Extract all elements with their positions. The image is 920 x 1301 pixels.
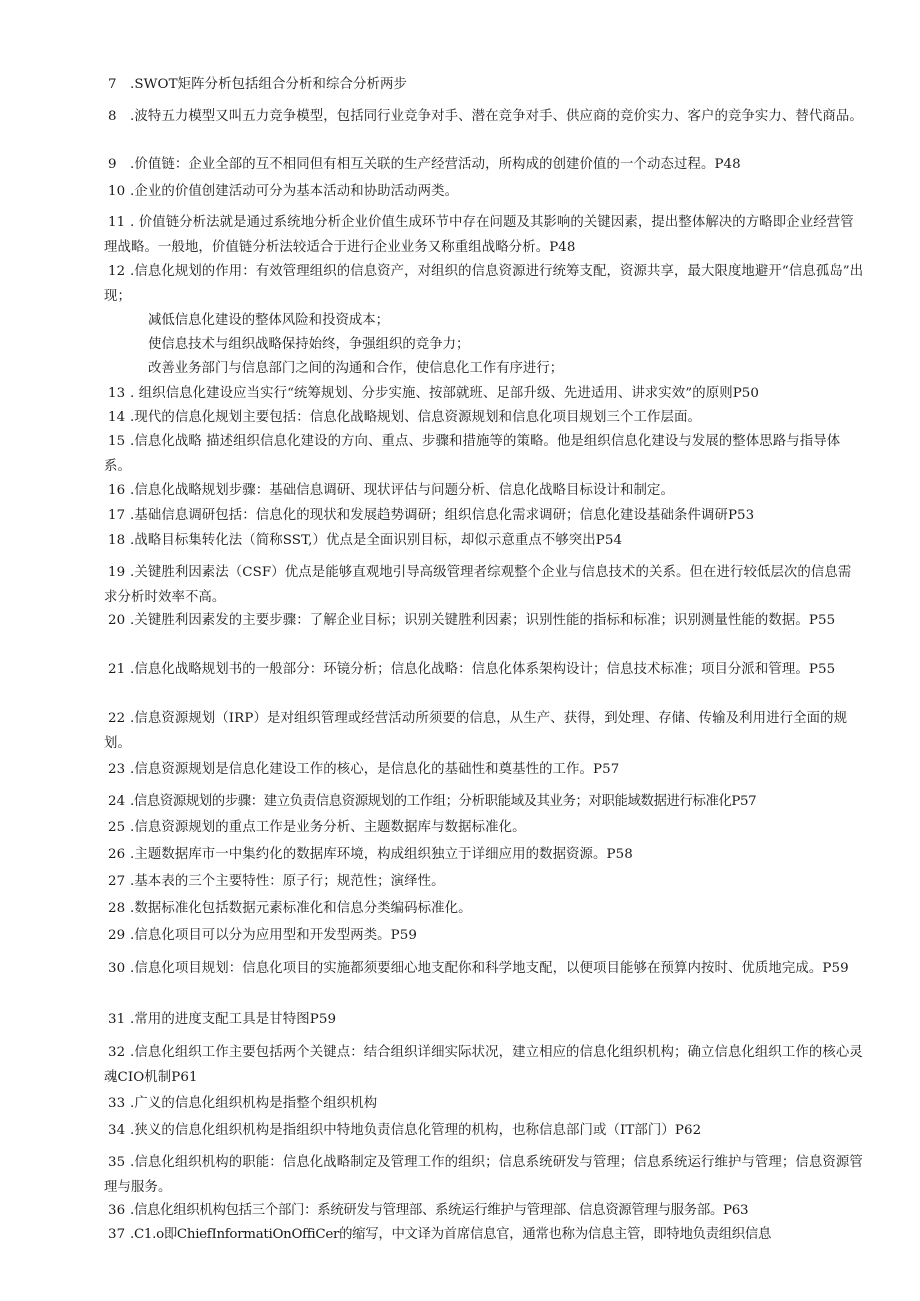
item-number: 28: [108, 901, 126, 916]
list-item: [104, 1040, 864, 1090]
item-number: 32: [108, 1045, 126, 1060]
item-number: 12: [108, 264, 126, 279]
item-number: 11: [108, 215, 126, 230]
item-number: 34: [108, 1123, 126, 1138]
item-text: .波特五力模型又叫五力竞争模型，包括同行业竞争对手、潜在竞争对手、供应商的竞价实力、客户的竞争实力、替代商品。: [130, 109, 863, 124]
item-text: .信息资源规划的重点工作是业务分析、主题数据库与数据标准化。: [130, 820, 526, 835]
list-item: [104, 179, 864, 204]
item-number: 19: [108, 565, 126, 580]
list-item: [104, 1118, 864, 1143]
item-number: 8: [108, 109, 117, 124]
item-number: 30: [108, 961, 126, 976]
list-item: [104, 706, 864, 756]
item-text: .信息化规划的作用：有效管理组织的信息资产，对组织的信息资源进行统筹支配，资源共享，最大限度地避开“信息孤岛”出现；: [104, 264, 864, 304]
list-item: [104, 560, 864, 610]
item-text: . 组织信息化建设应当实行“统筹规划、分步实施、按部就班、足部升级、先进适用、讲求实效”的原则P50: [130, 386, 760, 401]
item-text: .关键胜利因素发的主要步骤：了解企业目标；识别关键胜利因素；识别性能的指标和标准；识别测量性能的数据。P55: [130, 613, 836, 628]
item-number: 33: [108, 1096, 126, 1111]
item-number: 20: [108, 613, 126, 628]
item-number: 21: [108, 662, 126, 677]
item-number: 26: [108, 847, 126, 862]
list-item: [104, 104, 864, 129]
list-item: [104, 503, 864, 528]
item-number: 29: [108, 928, 126, 943]
list-item: [104, 381, 864, 406]
list-item: [104, 869, 864, 894]
sub-item: 减低信息化建设的整体风险和投资成本；: [148, 313, 390, 328]
list-item: [104, 528, 864, 553]
item-number: 23: [108, 762, 126, 777]
list-item: [104, 429, 864, 479]
item-number: 16: [108, 483, 126, 498]
list-item: [104, 478, 864, 503]
list-item: [104, 608, 864, 633]
item-text: .基础信息调研包括：信息化的现状和发展趋势调研；组织信息化需求调研；信息化建设基础条件调研P53: [130, 508, 755, 523]
sub-item: 使信息技术与组织战略保持始终，争强组织的竞争力；: [148, 337, 470, 352]
item-text: .信息化战略规划书的一般部分：环镜分析；信息化战略：信息化体系架构设计；信息技术标准；项目分派和管理。P55: [130, 662, 836, 677]
list-item: [104, 1091, 864, 1116]
list-item: [104, 1007, 864, 1032]
sub-item: 改善业务部门与信息部门之间的沟通和合作，使信息化工作有序进行；: [148, 361, 564, 376]
item-text: .狭义的信息化组织机构是指组织中特地负责信息化管理的机构，也称信息部门或（IT部门）P62: [130, 1123, 702, 1138]
item-text: .信息资源规划的步骤：建立负责信息资源规划的工作组；分析职能域及其业务；对职能域数据进行标准化P57: [130, 794, 757, 809]
item-number: 10: [108, 184, 126, 199]
item-text: .信息化项目可以分为应用型和开发型两类。P59: [130, 928, 418, 943]
list-item: [104, 657, 864, 682]
item-number: 37: [108, 1227, 126, 1242]
list-item: [104, 72, 864, 97]
list-item: [104, 1222, 864, 1247]
list-item: [104, 210, 864, 260]
list-item: [104, 757, 864, 782]
item-text: .企业的价值创建活动可分为基本活动和协助活动两类。: [130, 184, 459, 199]
item-number: 14: [108, 410, 126, 425]
list-item: [104, 956, 864, 981]
list-item: [104, 815, 864, 840]
item-text: .广义的信息化组织机构是指整个组织机构: [130, 1096, 378, 1111]
item-text: . 价值链分析法就是通过系统地分析企业价值生成环节中存在问题及其影响的关键因素，提出整体解决的方略即企业经营管理战略。一般地，价值链分析法较适合于进行企业业务又称重组战略分析。P48: [104, 215, 854, 255]
item-text: .数据标准化包括数据元素标准化和信息分类编码标准化。: [130, 901, 472, 916]
list-item: [104, 789, 864, 814]
item-number: 36: [108, 1203, 126, 1218]
item-text: .战略目标集转化法（简称SST,）优点是全面识别目标，却似示意重点不够突出P54: [130, 533, 623, 548]
list-item: [104, 896, 864, 921]
list-item: [104, 1198, 864, 1223]
item-text: .C1.o即ChiefInformatiOnOffiCer的缩写，中文译为首席信息官，通常也称为信息主管，即特地负责组织信息: [130, 1227, 772, 1242]
item-text: .价值链：企业全部的互不相同但有相互关联的生产经营活动，所构成的创建价值的一个动态过程。P48: [130, 157, 741, 172]
item-number: 25: [108, 820, 126, 835]
item-number: 18: [108, 533, 126, 548]
item-text: .信息化战略规划步骤：基础信息调研、现状评估与问题分析、信息化战略目标设计和制定。: [130, 483, 674, 498]
list-item: [104, 405, 864, 430]
item-number: 31: [108, 1012, 126, 1027]
item-text: .信息化组织机构的职能：信息化战略制定及管理工作的组织；信息系统研发与管理；信息系统运行维护与管理；信息资源管理与服务。: [104, 1155, 863, 1195]
item-number: 27: [108, 874, 126, 889]
item-text: .关键胜利因素法（CSF）优点是能够直观地引导高级管理者综观整个企业与信息技术的关系。但在进行较低层次的信息需求分析时效率不高。: [104, 565, 852, 605]
item-number: 9: [108, 157, 117, 172]
list-item: [104, 152, 864, 177]
item-number: 17: [108, 508, 126, 523]
list-item: [104, 1150, 864, 1200]
item-text: .SWOT矩阵分析包括组合分析和综合分析两步: [130, 77, 407, 92]
item-text: .现代的信息化规划主要包括：信息化战略规划、信息资源规划和信息化项目规划三个工作层面。: [130, 410, 701, 425]
item-number: 7: [108, 77, 117, 92]
item-text: .基本表的三个主要特性：原子行；规范性；演绎性。: [130, 874, 445, 889]
item-text: .信息资源规划（IRP）是对组织管理或经营活动所须要的信息，从生产、获得，到处理、存储、传输及利用进行全面的规划。: [104, 711, 848, 751]
item-text: .信息化组织工作主要包括两个关键点：结合组织详细实际状况，建立相应的信息化组织机构；确立信息化组织工作的核心灵魂CIO机制P61: [104, 1045, 863, 1085]
item-text: .信息化战略 描述组织信息化建设的方向、重点、步骤和措施等的策略。他是组织信息化建设与发展的整体思路与指导体系。: [104, 434, 841, 474]
item-text: .信息化项目规划：信息化项目的实施都须要细心地支配你和科学地支配，以便项目能够在预算内按时、优质地完成。P59: [130, 961, 849, 976]
item-number: 22: [108, 711, 126, 726]
item-number: 15: [108, 434, 126, 449]
item-text: .信息资源规划是信息化建设工作的核心，是信息化的基础性和奠基性的工作。P57: [130, 762, 620, 777]
item-text: .常用的进度支配工具是甘特图P59: [130, 1012, 337, 1027]
item-number: 35: [108, 1155, 126, 1170]
item-number: 24: [108, 794, 126, 809]
list-item: [104, 259, 864, 309]
item-text: .主题数据库市一中集约化的数据库环境，构成组织独立于详细应用的数据资源。P58: [130, 847, 633, 862]
list-item: [104, 842, 864, 867]
item-number: 13: [108, 386, 126, 401]
item-text: .信息化组织机构包括三个部门：系统研发与管理部、系统运行维护与管理部、信息资源管理与服务部。P63: [130, 1203, 749, 1218]
list-item: [104, 923, 864, 948]
